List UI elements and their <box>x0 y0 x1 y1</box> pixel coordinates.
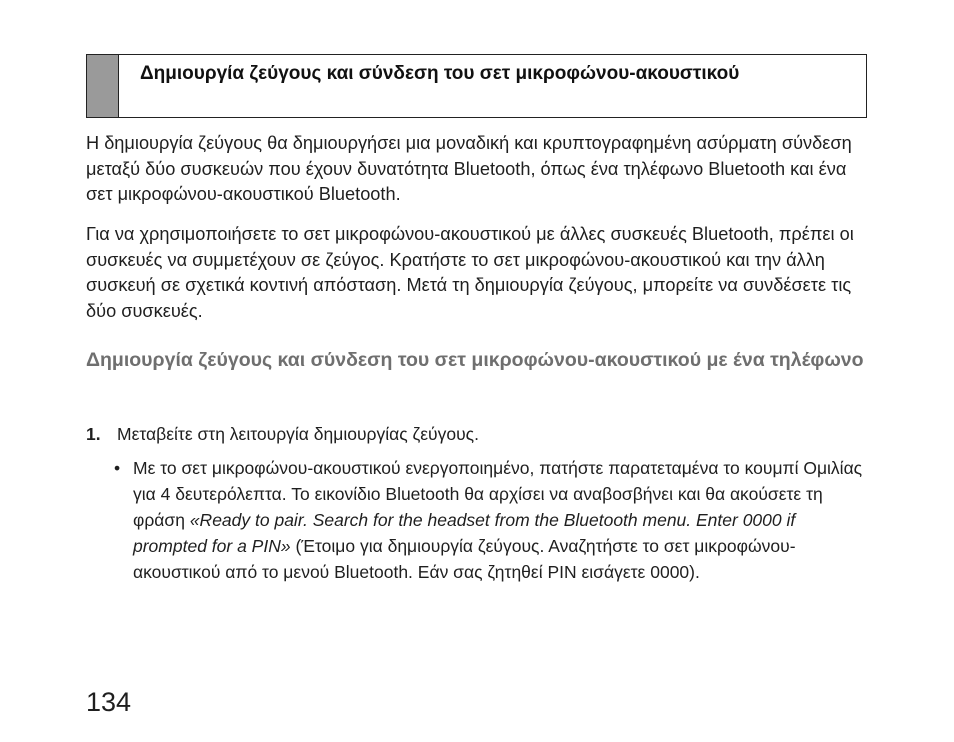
section-header-bar <box>87 55 119 117</box>
bullet-text-before: Με το σετ μικροφώνου-ακουστικού ενεργοποιημένο, πατήστε παρατεταμένα το κουμπί Ομιλίας για 4 δευτερόλεπτα. Το εικονίδιο Bluetooth θα αρχίσει να αναβοσβήνει και θα ακούσετε τη φράση <box>133 458 863 530</box>
bullet-text-after: (Έτοιμο για δημιουργία ζεύγους. Αναζητήστε το σετ μικροφώνου-ακουστικού από το μενού Bluetooth. Εάν σας ζητηθεί PIN εισάγετε 0000). <box>133 536 796 582</box>
step-1-bullet <box>114 455 874 585</box>
bullet-voice-prompt: «Ready to pair. Search for the headset from the Bluetooth menu. Enter 0000 if prompted for a PIN» <box>133 510 796 556</box>
section-title: Δημιουργία ζεύγους και σύνδεση του σετ μικροφώνου-ακουστικού <box>140 63 740 84</box>
section-header <box>86 54 867 118</box>
page-number: 134 <box>86 687 132 717</box>
subheading: Δημιουργία ζεύγους και σύνδεση του σετ μικροφώνου-ακουστικού με ένα τηλέφωνο <box>86 349 864 371</box>
intro-paragraph: Η δημιουργία ζεύγους θα δημιουργήσει μια μοναδική και κρυπτογραφημένη ασύρματη σύνδεση μεταξύ δύο συσκευών που έχουν δυνατότητα Bluetooth, όπως ένα τηλέφωνο Bluetooth και ένα σετ μικροφώνου-ακουστικού Bluetooth. <box>86 133 852 204</box>
usage-paragraph: Για να χρησιμοποιήσετε το σετ μικροφώνου-ακουστικού με άλλες συσκευές Bluetooth, πρέπει οι συσκευές να συμμετέχουν σε ζεύγος. Κρατήστε το σετ μικροφώνου-ακουστικού και την άλλη συσκευή σε σχετικά κοντινή απόσταση. Μετά τη δημιουργία ζεύγους, μπορείτε να συνδέσετε τις δύο συσκευές. <box>86 224 854 321</box>
step-number: 1. <box>86 424 101 444</box>
bullet-symbol: • <box>114 458 121 478</box>
step-text: Μεταβείτε στη λειτουργία δημιουργίας ζεύγους. <box>117 424 479 444</box>
bullet-text <box>133 455 874 585</box>
step-1 <box>86 422 479 446</box>
